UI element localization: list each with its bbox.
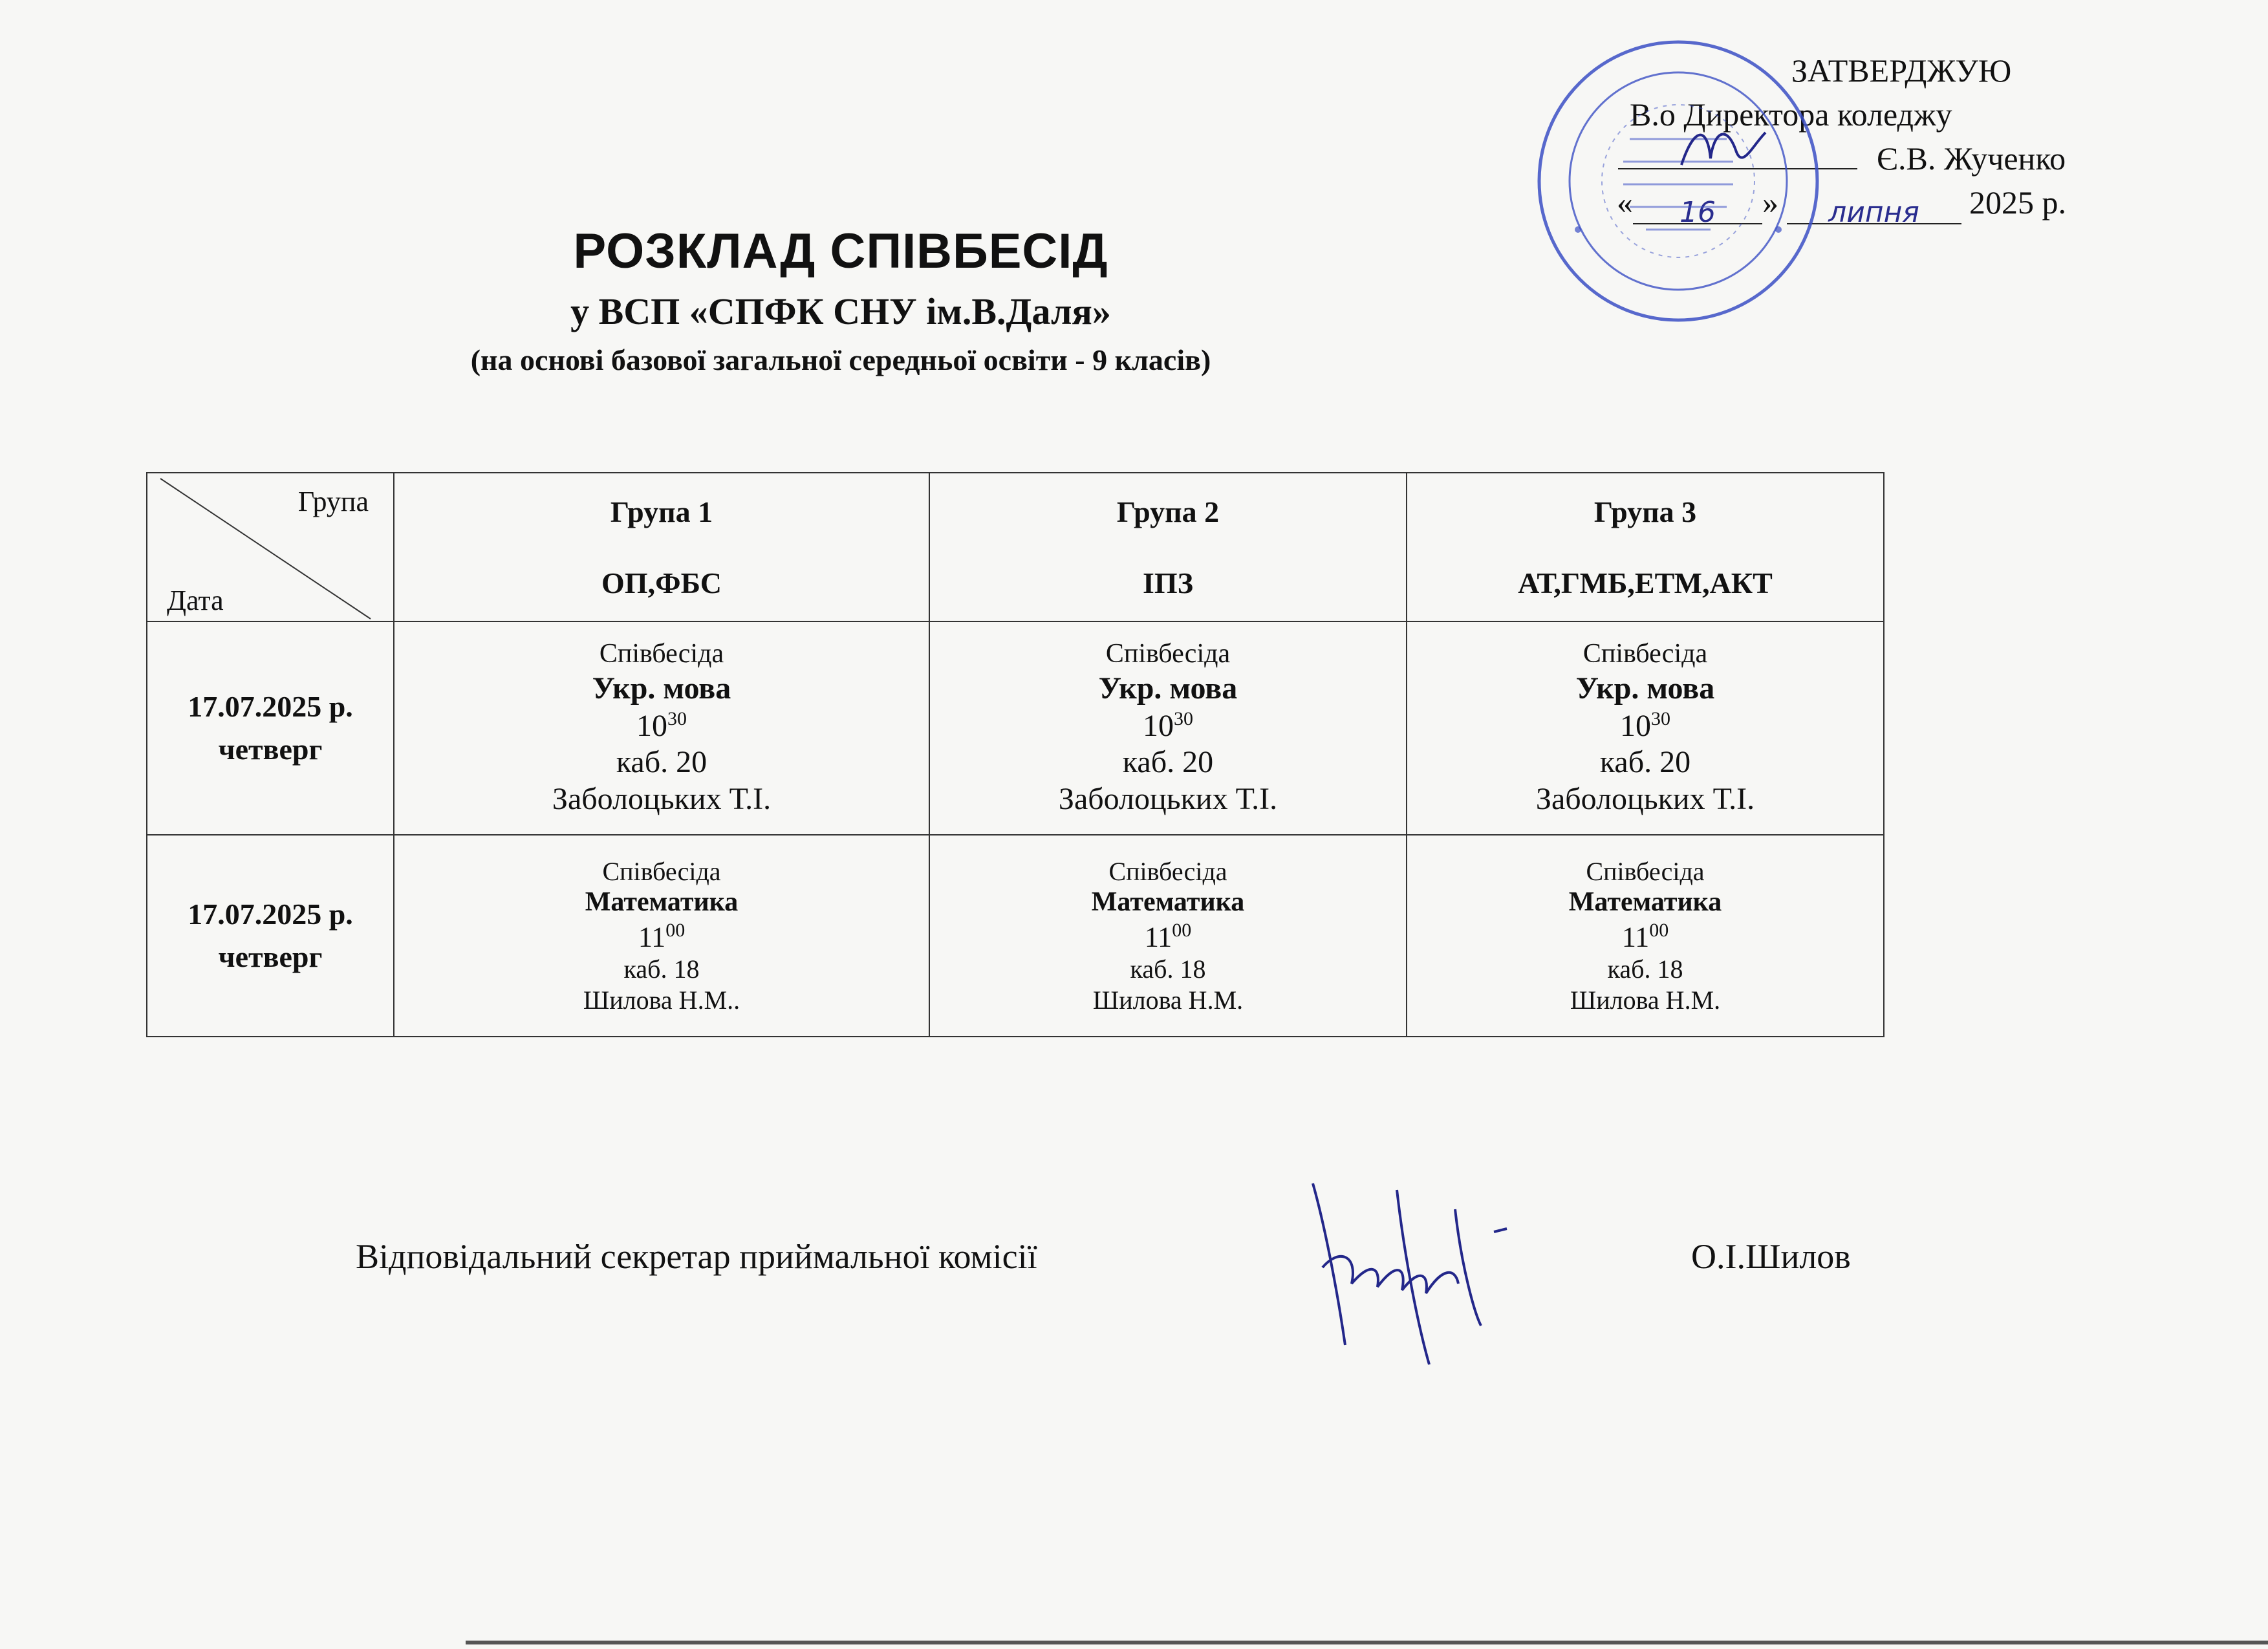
group-header: Група 2 ІПЗ — [929, 473, 1407, 621]
document-note: (на основі базової загальної середньої освіти - 9 класів) — [470, 343, 1211, 376]
corner-date-label: Дата — [167, 585, 224, 616]
secretary-role: Відповідальний секретар приймальної комісії — [356, 1237, 1037, 1276]
document-subtitle: у ВСП «СПФК СНУ ім.В.Даля» — [570, 290, 1111, 332]
date-cell: 17.07.2025 р. четверг — [147, 835, 394, 1037]
table-row — [147, 621, 1884, 835]
approval-title: ЗАТВЕРДЖУЮ — [1791, 52, 2012, 89]
table-row — [147, 835, 1884, 1037]
schedule-cell: Співбесіда Укр. мова $10^{30}$ каб. 20 Заболоцьких Т.І. — [929, 621, 1407, 835]
secretary-signature — [1300, 1170, 1513, 1371]
page-edge-line — [466, 1641, 2268, 1644]
group-header: Група 1 ОП,ФБС — [394, 473, 929, 621]
document-title: РОЗКЛАД СПІВБЕСІД — [573, 224, 1108, 279]
approval-month: липня — [1787, 191, 1961, 224]
date-cell: 17.07.2025 р. четверг — [147, 621, 394, 835]
approval-day: 16 — [1633, 191, 1762, 224]
director-signature — [1675, 120, 1772, 178]
schedule-cell: Співбесіда Математика $11^{00}$ каб. 18 Шилова Н.М.. — [394, 835, 929, 1037]
approval-name: Є.В. Жученко — [1877, 140, 2066, 177]
group-header: Група 3 АТ,ГМБ,ЕТМ,АКТ — [1407, 473, 1884, 621]
corner-cell — [147, 473, 394, 621]
schedule-cell: Співбесіда Математика $11^{00}$ каб. 18 Шилова Н.М. — [929, 835, 1407, 1037]
secretary-name: О.І.Шилов — [1691, 1237, 1851, 1276]
schedule-cell: Співбесіда Математика $11^{00}$ каб. 18 Шилова Н.М. — [1407, 835, 1884, 1037]
corner-group-label: Група — [297, 486, 369, 517]
table-header-row — [147, 473, 1884, 621]
official-stamp — [1533, 36, 1824, 327]
approval-year: 2025 р. — [1969, 184, 2066, 221]
approval-date: « 16 » липня 2025 р. — [1617, 184, 2066, 229]
schedule-cell: Співбесіда Укр. мова $10^{30}$ каб. 20 Заболоцьких Т.І. — [1407, 621, 1884, 835]
schedule-table — [146, 472, 1885, 1037]
schedule-cell: Співбесіда Укр. мова $10^{30}$ каб. 20 Заболоцьких Т.І. — [394, 621, 929, 835]
approval-position: В.о Директора коледжу — [1630, 96, 1952, 133]
